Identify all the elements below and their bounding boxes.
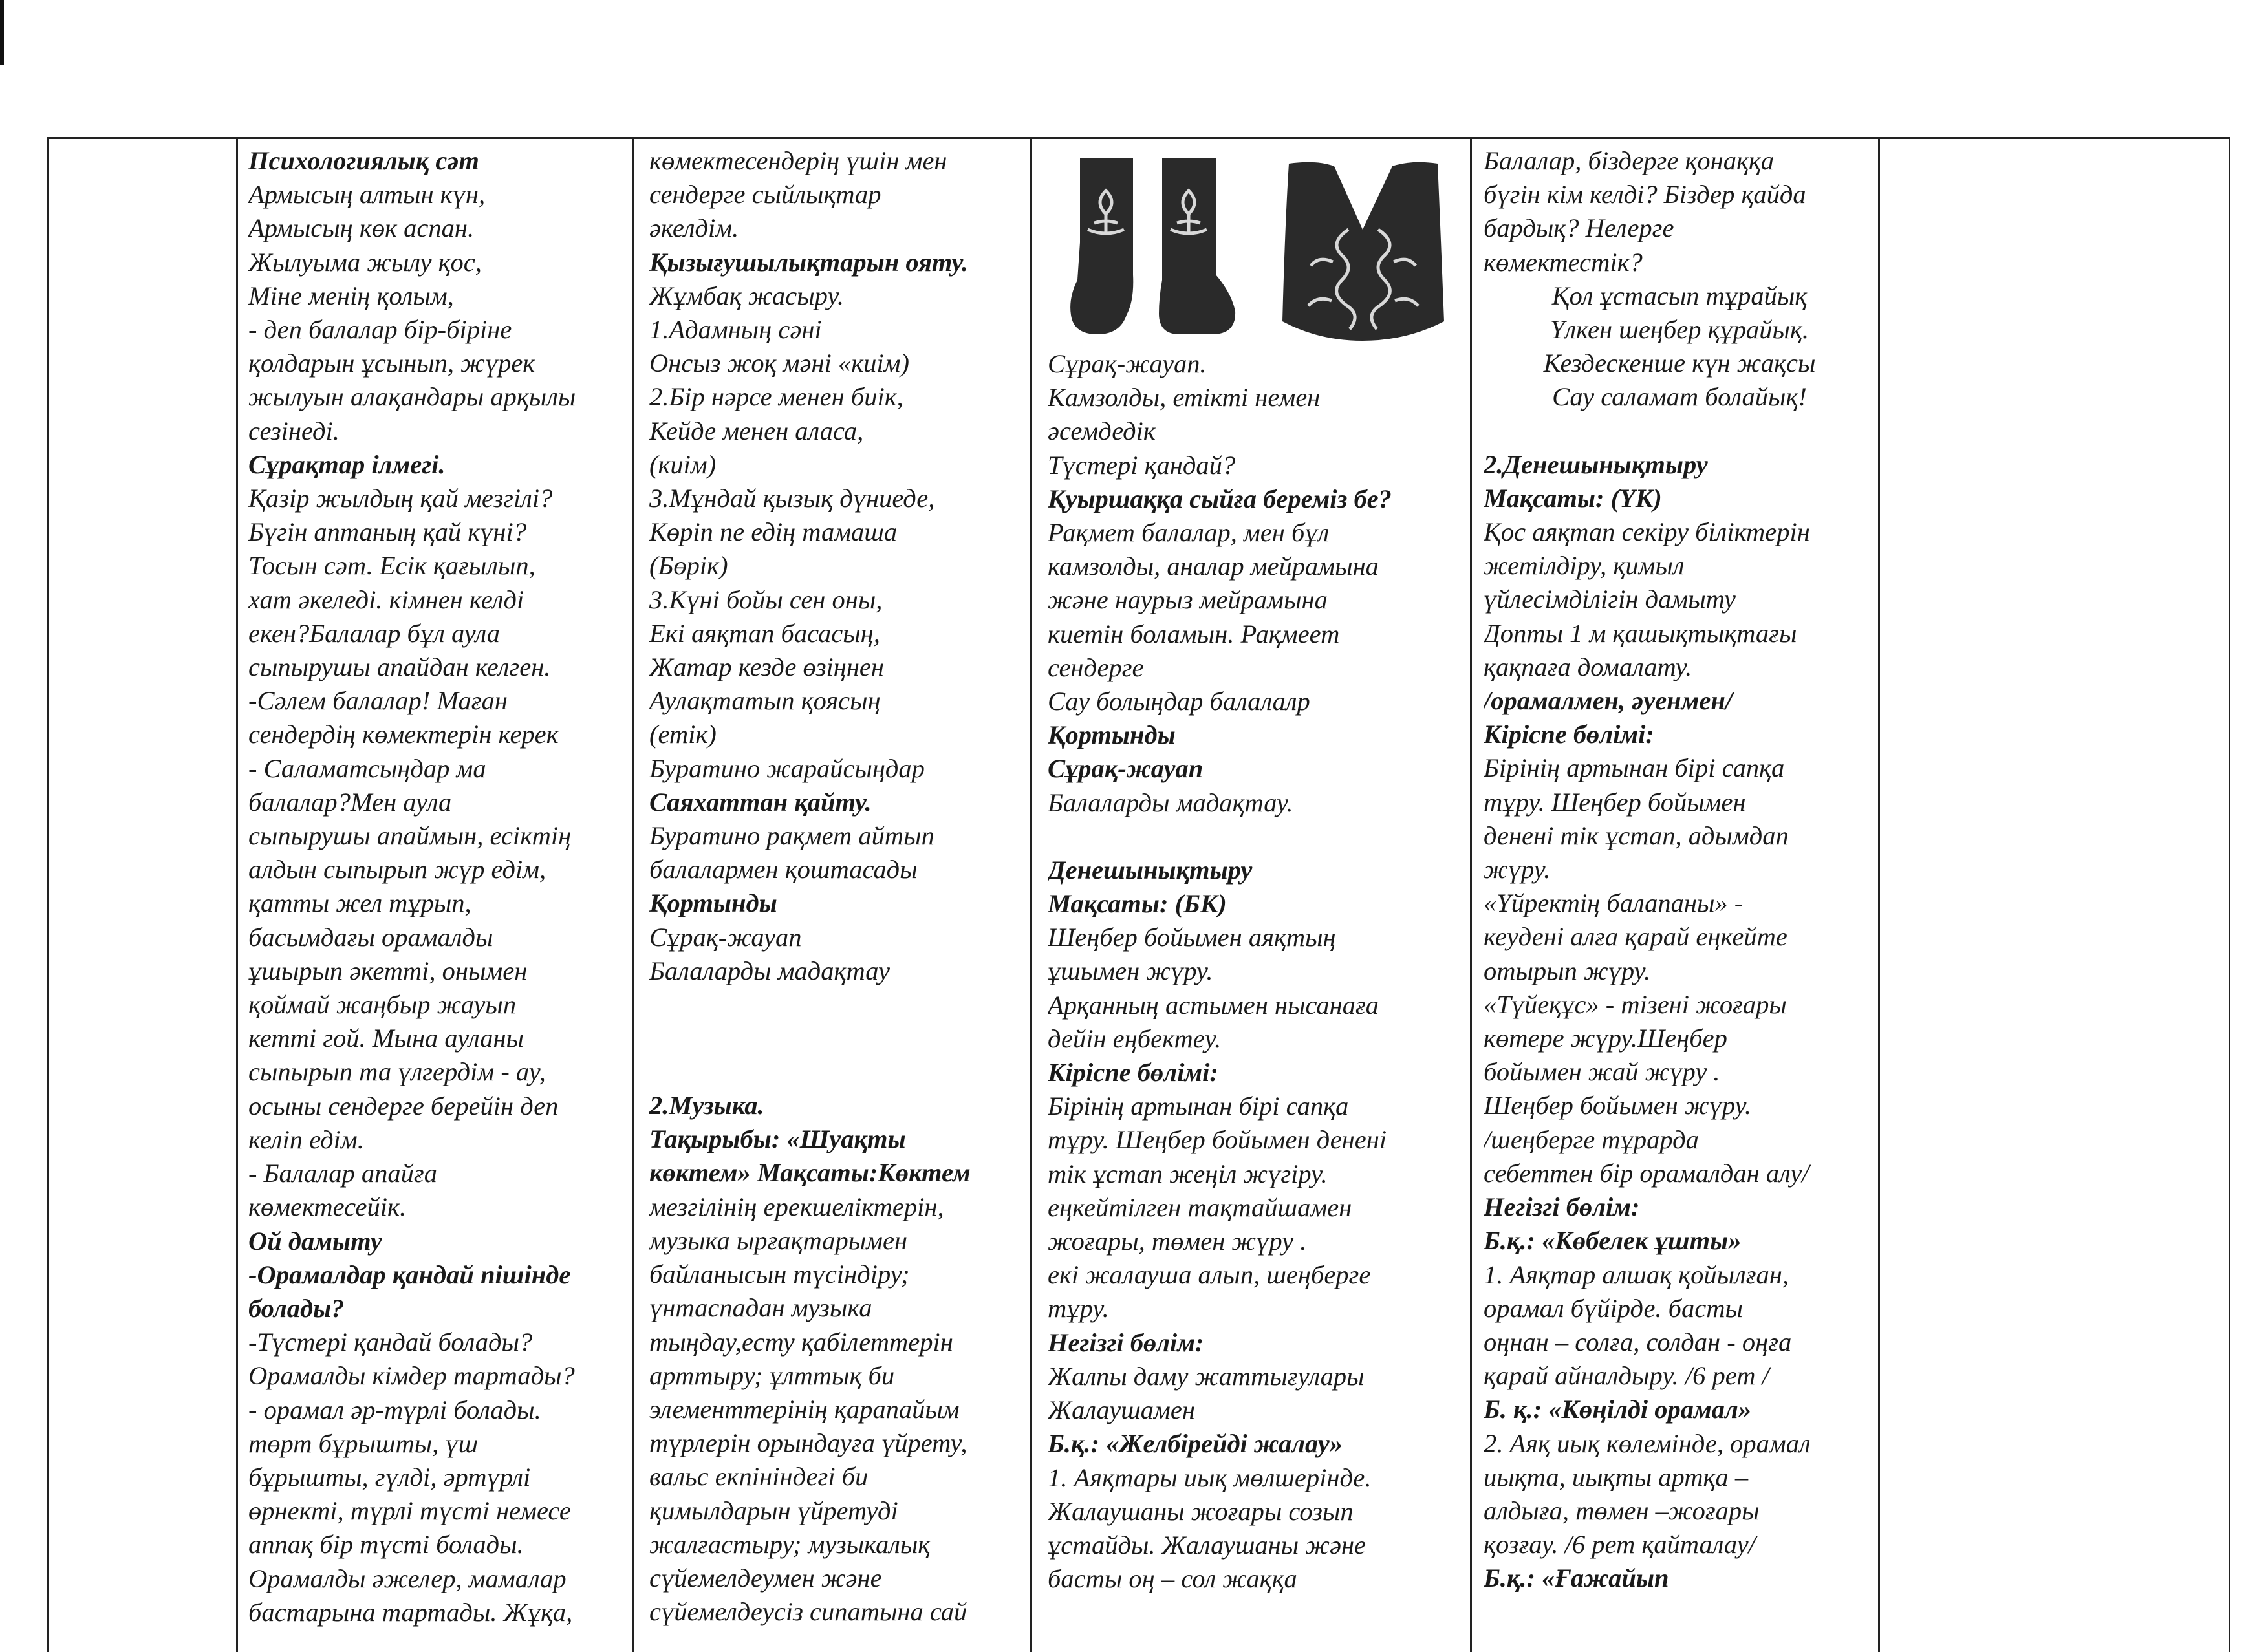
text-line: Армысың көк аспан.	[248, 213, 475, 243]
table-divider-3	[1030, 139, 1032, 1652]
text-line: «Түйеқұс» - тізені жоғары	[1484, 989, 1787, 1019]
text-line: Жатар кезде өзіңнен	[649, 652, 884, 682]
text-line: кеудені алға қарай еңкейте	[1484, 922, 1787, 952]
text-line: Қызығушылықтарын ояту.	[649, 247, 968, 277]
text-line: тұру.	[1048, 1294, 1109, 1324]
text-line: жоғары, төмен жүру .	[1048, 1227, 1307, 1256]
text-line: бойымен жай жүру .	[1484, 1057, 1720, 1087]
text-line: көтере жүру.Шеңбер	[1484, 1024, 1727, 1053]
text-line: сыпырушы апайдан келген.	[248, 652, 551, 682]
text-line: арттыру; ұлттық би	[649, 1360, 895, 1390]
column-4-text	[1484, 144, 1875, 1652]
text-line: сыпырушы апаймын, есіктің	[248, 821, 572, 851]
text-line: бастарына тартады. Жұқа,	[248, 1597, 573, 1627]
text-line: орамал бүйірде. басты	[1484, 1293, 1743, 1323]
text-line: көмектестік?	[1484, 247, 1643, 277]
text-line: хат әкеледі. кімнен келді	[248, 585, 524, 614]
text-line: Б.қ.: «Көбелек ұшты»	[1484, 1226, 1742, 1256]
text-line: тұру. Шеңбер бойымен денені	[1048, 1125, 1387, 1155]
text-line: 1.Адамның сәні	[649, 315, 822, 345]
text-line: Жалаушаны жоғары созып	[1048, 1496, 1354, 1526]
text-line: иықта, иықты артқа –	[1484, 1462, 1749, 1492]
text-line: Бірінің артынан бірі сапқа	[1048, 1091, 1349, 1121]
text-line: сезінеді.	[248, 416, 340, 445]
text-line: қоймай жаңбыр жауып	[248, 990, 517, 1020]
text-line: Бірінің артынан бірі сапқа	[1484, 753, 1785, 783]
text-line: Камзолды, етікті немен	[1048, 383, 1321, 413]
text-line: кетті гой. Мына ауланы	[248, 1024, 524, 1053]
text-line: тыңдау,есту қабілеттерін	[649, 1327, 953, 1357]
text-line: әсемдедік	[1048, 416, 1156, 446]
text-line: Буратино жарайсыңдар	[649, 753, 925, 783]
spacer	[1048, 820, 1468, 853]
text-line: 3.Күні бойы сен оны,	[649, 585, 883, 614]
text-line: Сұрақ-жауап.	[1048, 349, 1207, 378]
table-divider-1	[236, 139, 238, 1652]
text-line: элементтерінің қарапайым	[649, 1394, 960, 1424]
scan-edge-mark	[0, 0, 4, 65]
text-line: (киім)	[649, 449, 717, 479]
text-line: денені тік ұстап, адымдап	[1484, 821, 1789, 850]
text-line: дейін еңбектеу.	[1048, 1024, 1222, 1053]
text-line: өрнекті, түрлі түсті немесе	[248, 1496, 571, 1526]
text-line: Б.қ.: «Ғажайып	[1484, 1563, 1669, 1593]
text-line: 2.Музыка.	[649, 1091, 764, 1121]
text-line: байланысын түсіндіру;	[649, 1260, 910, 1289]
text-line: тұру. Шеңбер бойымен	[1484, 787, 1746, 817]
text-line: Жалпы даму жаттығулары	[1048, 1361, 1365, 1391]
text-line: Қортынды	[649, 888, 777, 918]
text-line: Балаларды мадақтау	[649, 956, 890, 985]
text-line: киетін боламын. Рақмеет	[1048, 619, 1340, 649]
text-line: алдыға, төмен –жоғары	[1484, 1496, 1760, 1525]
text-line: бардық? Нелерге	[1484, 213, 1674, 243]
text-line: Саяхаттан қайту.	[649, 787, 872, 817]
text-line: сүйемелдеусіз сипатына сай	[649, 1597, 967, 1627]
text-line: басымдағы орамалды	[248, 922, 493, 952]
text-line: -Орамалдар қандай пішінде	[248, 1260, 571, 1289]
text-line: Жалаушамен	[1048, 1395, 1195, 1425]
text-line: Орамалды кімдер тартады?	[248, 1361, 575, 1391]
text-line: 2. Аяқ иық көлемінде, орамал	[1484, 1428, 1811, 1458]
text-line: -Сәлем балалар! Маған	[248, 686, 508, 716]
text-line: балалар?Мен аула	[248, 787, 452, 817]
text-line: еңкейтілген тақтайшамен	[1048, 1192, 1352, 1222]
text-line: оңнан – солға, солдан - оңға	[1484, 1327, 1792, 1357]
text-line: қимылдарын үйретуді	[649, 1496, 898, 1525]
text-line: Түстері қандай?	[1048, 450, 1236, 480]
text-line: төрт бұрышты, үш	[248, 1428, 479, 1458]
text-line: көмектесендерің үшін мен	[649, 146, 947, 175]
text-line: Шеңбер бойымен жүру.	[1484, 1091, 1752, 1121]
text-line: қатты жел тұрып,	[248, 888, 471, 918]
text-line: сендерге сыйлықтар	[649, 180, 881, 209]
text-line: Кейде менен аласа,	[649, 416, 864, 445]
text-line: (Бөрік)	[649, 551, 728, 581]
text-line: Буратино рақмет айтып	[649, 821, 934, 851]
column-2-text	[649, 144, 1026, 1652]
text-line: түрлерін орындауға үйрету,	[649, 1428, 967, 1458]
table-divider-4	[1470, 139, 1472, 1652]
table-divider-2	[632, 139, 634, 1652]
text-line: Мақсаты: (ҮК)	[1484, 483, 1662, 513]
text-line: Сау саламат болайық!	[1552, 382, 1807, 412]
text-line: Онсыз жоқ мәні «киім)	[649, 349, 909, 378]
text-line: аппақ бір түсті болады.	[248, 1530, 524, 1560]
spacer	[649, 988, 1026, 1089]
text-line: Сұрақ-жауап	[649, 922, 802, 952]
text-line: екі жалауша алып, шеңберге	[1048, 1260, 1371, 1290]
column-3	[1048, 139, 1468, 1652]
text-line: болады?	[248, 1293, 345, 1323]
text-line: Денешынықтыру	[1048, 855, 1253, 885]
text-line: қолдарын ұсынып, жүрек	[248, 349, 535, 378]
text-line: - деп балалар бір-біріне	[248, 315, 512, 345]
text-line: көмектесейік.	[248, 1192, 407, 1222]
column-3-text	[1048, 347, 1468, 1596]
text-line: Балалар, біздерге қонаққа	[1484, 146, 1775, 175]
text-line: /орамалмен, әуенмен/	[1484, 686, 1733, 716]
text-line: Орамалды әжелер, мамалар	[248, 1563, 567, 1593]
text-line: мезгілінің ерекшеліктерін,	[649, 1192, 944, 1221]
text-line: сендерге	[1048, 652, 1144, 682]
text-line: жалғастыру; музыкалық	[649, 1529, 931, 1559]
text-line: тік ұстап жеңіл жүгіру.	[1048, 1159, 1328, 1188]
text-line: Балаларды мадақтау.	[1048, 788, 1293, 817]
text-line: Қортынды	[1048, 720, 1176, 750]
clothing-illustrations	[1048, 139, 1468, 347]
text-line: Тосын сәт. Есік қағылып,	[248, 551, 535, 581]
column-1-text	[248, 144, 627, 1652]
text-line: Аулақтатып қоясың	[649, 686, 881, 716]
text-line: сыпырып та үлгердім - ау,	[248, 1057, 546, 1087]
text-line: басты оң – сол жаққа	[1048, 1564, 1297, 1594]
text-line: Кіріспе бөлімі:	[1048, 1058, 1218, 1088]
text-line: үнтаспадан музыка	[649, 1293, 872, 1323]
text-line: Екі аяқтап басасың,	[649, 618, 880, 648]
text-line: сүйемелдеумен және	[649, 1563, 882, 1593]
lesson-plan-table	[47, 137, 2230, 1652]
text-line: ұшымен жүру.	[1048, 956, 1213, 986]
text-line: Жылуыма жылу қос,	[248, 247, 482, 277]
text-line: - Балалар апайға	[248, 1159, 437, 1188]
text-line: Бүгін аптаның қай күні?	[248, 517, 526, 547]
text-line: сендердің көмектерін керек	[248, 720, 559, 749]
text-line: отырып жүру.	[1484, 956, 1651, 985]
text-line: жүру.	[1484, 855, 1551, 885]
text-line: бүгін кім келді? Біздер қайда	[1484, 180, 1806, 209]
text-line: Сау болыңдар балалалр	[1048, 687, 1310, 716]
table-divider-5	[1878, 139, 1880, 1652]
text-line: Міне менің қолым,	[248, 281, 454, 310]
text-line: Негізгі бөлім:	[1048, 1327, 1204, 1357]
text-line: 1. Аяқтар алшақ қойылған,	[1484, 1260, 1789, 1289]
text-line: 2.Денешынықтыру	[1484, 449, 1708, 479]
text-line: камзолды, аналар мейрамына	[1048, 552, 1379, 581]
text-line: әкелдім.	[649, 213, 739, 243]
text-line: және наурыз мейрамына	[1048, 585, 1328, 615]
text-line: Жұмбақ жасыру.	[649, 281, 844, 310]
text-line: Рақмет балалар, мен бұл	[1048, 518, 1330, 548]
text-line: Тақырыбы: «Шуақты	[649, 1124, 906, 1154]
text-line: бұрышты, гүлді, әртүрлі	[248, 1462, 531, 1492]
text-line: алдын сыпырып жүр едім,	[248, 855, 546, 885]
vest-icon	[1277, 152, 1449, 346]
text-line: 1. Аяқтары иық мөлшерінде.	[1048, 1463, 1372, 1492]
text-line: көктем» Мақсаты:Көктем	[649, 1158, 971, 1188]
text-line: Қуыршаққа сыйға береміз бе?	[1048, 484, 1392, 513]
text-line: балалармен қоштасады	[649, 855, 918, 885]
text-line: вальс екпініндегі би	[649, 1462, 869, 1492]
felt-boots-icon	[1062, 145, 1243, 339]
text-line: /шеңберге тұрарда	[1484, 1124, 1699, 1154]
text-line: ұстайды. Жалаушаны және	[1048, 1530, 1366, 1560]
text-line: Б.қ.: «Желбірейді жалау»	[1048, 1429, 1343, 1459]
text-line: Көріп пе едің тамаша	[649, 517, 898, 547]
text-line: - орамал әр-түрлі болады.	[248, 1395, 541, 1424]
text-line: Негізгі бөлім:	[1484, 1192, 1640, 1222]
text-line: екен?Балалар бұл аула	[248, 618, 500, 648]
text-line: Армысың алтын күн,	[248, 180, 486, 209]
spacer	[1484, 414, 1875, 448]
text-line: қозғау. /6 рет қайталау/	[1484, 1530, 1756, 1560]
text-line: Сұрақтар ілмегі.	[248, 449, 446, 479]
text-line: Б. қ.: «Көңілді орамал»	[1484, 1395, 1751, 1424]
text-line: «Үйректің балапаны» -	[1484, 888, 1744, 918]
text-line: жылуын алақандары арқылы	[248, 382, 576, 412]
text-line: Допты 1 м қашықтықтағы	[1484, 618, 1797, 648]
text-line: Кездескенше күн жақсы	[1543, 349, 1816, 378]
text-line: Қос аяқтап секіру біліктерін	[1484, 517, 1810, 547]
text-line: келіп едім.	[248, 1124, 364, 1154]
text-line: үйлесімділігін дамыту	[1484, 585, 1736, 614]
text-line: қақпаға домалату.	[1484, 652, 1692, 681]
text-line: осыны сендерге берейін деп	[248, 1091, 559, 1121]
text-line: себеттен бір орамалдан алу/	[1484, 1158, 1809, 1188]
text-line: -Түстері қандай болады?	[248, 1327, 533, 1357]
text-line: Шеңбер бойымен аяқтың	[1048, 923, 1336, 952]
table-border-left	[47, 139, 49, 1652]
text-line: 3.Мұндай қызық дүниеде,	[649, 484, 935, 513]
text-line: жетілдіру, қимыл	[1484, 551, 1685, 581]
text-line: Арқанның астымен нысанаға	[1048, 990, 1379, 1020]
text-line: Сұрақ-жауап	[1048, 754, 1204, 784]
text-line: Мақсаты: (БК)	[1048, 889, 1227, 919]
text-line: Қазір жылдың қай мезгілі?	[248, 484, 553, 513]
text-line: музыка ырғақтарымен	[649, 1225, 908, 1255]
text-line: Үлкен шеңбер құрайық.	[1550, 315, 1809, 345]
text-line: ұшырып әкетті, онымен	[248, 956, 528, 985]
text-line: Кіріспе бөлімі:	[1484, 720, 1654, 749]
text-line: (етік)	[649, 720, 717, 749]
text-line: Психологиялық сәт	[248, 146, 479, 175]
text-line: қарай айналдыру. /6 рет /	[1484, 1361, 1769, 1391]
text-line: 2.Бір нәрсе менен биік,	[649, 382, 903, 412]
text-line: Қол ұстасып тұрайық	[1551, 281, 1808, 310]
text-line: Ой дамыту	[248, 1226, 382, 1256]
table-border-right	[2229, 139, 2230, 1652]
text-line: - Саламатсыңдар ма	[248, 753, 486, 783]
